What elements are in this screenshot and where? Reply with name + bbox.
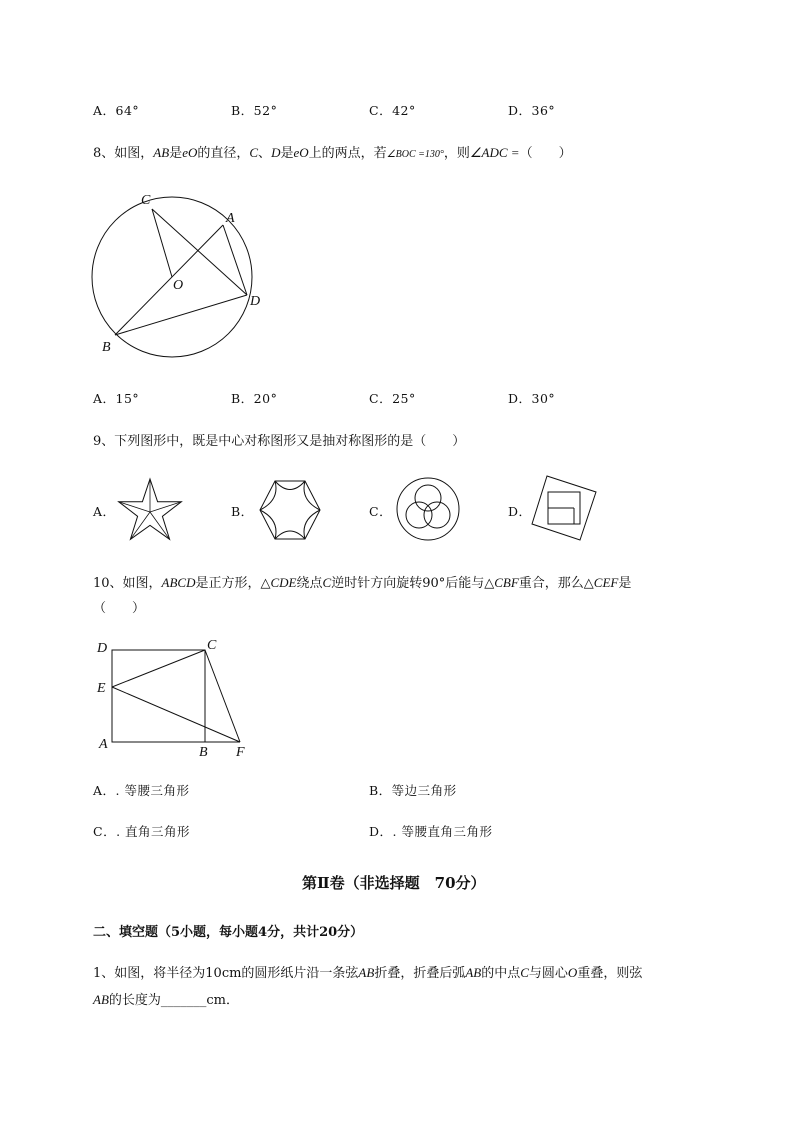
q9-option-d: D． bbox=[508, 504, 532, 519]
label-o: O bbox=[173, 278, 184, 293]
q9-option-c: C． bbox=[369, 504, 393, 519]
q8-mid1: 是 bbox=[169, 146, 183, 161]
label-d: D bbox=[97, 641, 108, 656]
q7-option-d: D．36° bbox=[508, 103, 556, 118]
q10-blank: （ ） bbox=[93, 601, 146, 616]
q8-ab: AB bbox=[153, 145, 170, 160]
label-c: C bbox=[141, 193, 151, 208]
q10-mid2: 绕点 bbox=[296, 576, 323, 591]
q8-mid2: 的直径， bbox=[197, 146, 250, 161]
fill1-prefix: 1、如图，将半径为10cm的圆形纸片沿一条弦 bbox=[93, 966, 359, 981]
q8-mid5: ，则 bbox=[443, 146, 470, 161]
q10-option-d: D．. 等腰直角三角形 bbox=[369, 824, 493, 839]
q10-option-a: A．. 等腰三角形 bbox=[93, 783, 190, 798]
q10-prefix: 10、如图， bbox=[93, 576, 162, 591]
q7-option-b: B．52° bbox=[231, 103, 278, 118]
q10-mid1: 是正方形，△ bbox=[195, 576, 271, 591]
q10-mid5: 是 bbox=[618, 576, 632, 591]
label-a: A bbox=[226, 211, 235, 226]
q10-mid4: 重合，那么△ bbox=[518, 576, 594, 591]
fill1-mid4: 重叠，则弦 bbox=[577, 966, 643, 981]
fill1-answer-blank[interactable]: _______ bbox=[160, 993, 207, 1008]
label-f: F bbox=[236, 745, 245, 760]
fill1-o: O bbox=[567, 965, 578, 980]
circles-figure bbox=[393, 474, 463, 544]
q10-mid3: 逆时针方向旋转90°后能与△ bbox=[331, 576, 495, 591]
q8-condition: ∠BOC =130° bbox=[386, 149, 444, 160]
label-b: B bbox=[199, 745, 208, 760]
segment-ef bbox=[112, 687, 240, 742]
fill1-mid2: 的中点 bbox=[481, 966, 521, 981]
q8-option-a: A．15° bbox=[93, 391, 140, 406]
hexagon-arcs-figure bbox=[255, 476, 325, 546]
q8-stem bbox=[93, 142, 572, 161]
label-d: D bbox=[250, 294, 261, 309]
q10-cde: CDE bbox=[270, 575, 297, 590]
fill1-stem-line1 bbox=[93, 962, 642, 981]
q10-cef: CEF bbox=[593, 575, 619, 590]
rotated-square-figure bbox=[530, 472, 605, 547]
q10-cbf: CBF bbox=[494, 575, 519, 590]
q7-option-a: A．64° bbox=[93, 103, 140, 118]
fill1-mid5: 的长度为 bbox=[108, 993, 161, 1008]
q10-option-b: B．等边三角形 bbox=[369, 783, 457, 798]
q8-prefix: 8、如图， bbox=[93, 146, 154, 161]
q10-option-c: C．. 直角三角形 bbox=[93, 824, 191, 839]
q9-option-b: B． bbox=[231, 504, 254, 519]
fill1-unit: cm． bbox=[206, 993, 240, 1008]
q8-sep: 、 bbox=[258, 146, 272, 161]
q10-stem bbox=[93, 572, 631, 591]
q8-d: D bbox=[271, 145, 281, 160]
section-title: 第Ⅱ卷（非选择题 70分） bbox=[302, 874, 486, 892]
q8-circle2: eO bbox=[293, 145, 309, 160]
label-b: B bbox=[102, 340, 111, 355]
fill1-ab2: AB bbox=[465, 965, 482, 980]
q10-square-figure bbox=[90, 632, 260, 762]
square-abcd bbox=[112, 650, 205, 742]
q8-c: C bbox=[249, 145, 259, 160]
fill1-c: C bbox=[520, 965, 529, 980]
label-a: A bbox=[99, 737, 108, 752]
part-heading: 二、填空题（5小题，每小题4分，共计20分） bbox=[93, 925, 364, 940]
q10-c: C bbox=[322, 575, 332, 590]
q8-target: ∠ADC = bbox=[469, 145, 520, 160]
q8-mid4: 上的两点，若 bbox=[308, 146, 387, 161]
star-figure bbox=[115, 475, 185, 545]
q8-option-d: D．30° bbox=[508, 391, 556, 406]
q10-abcd: ABCD bbox=[161, 575, 196, 590]
q8-mid3: 是 bbox=[280, 146, 294, 161]
label-c: C bbox=[207, 638, 217, 653]
q8-option-b: B．20° bbox=[231, 391, 278, 406]
q8-blank: （ ） bbox=[519, 146, 572, 161]
segment-oc bbox=[152, 209, 172, 277]
q8-circle-figure bbox=[85, 185, 285, 365]
segment-cf bbox=[205, 650, 240, 742]
fill1-mid1: 折叠，折叠后弧 bbox=[374, 966, 466, 981]
q8-circle1: eO bbox=[182, 145, 198, 160]
fill1-ab1: AB bbox=[358, 965, 375, 980]
fill1-mid3: 与圆心 bbox=[528, 966, 568, 981]
segment-ec bbox=[112, 650, 205, 687]
q9-option-a: A． bbox=[93, 504, 116, 519]
fill1-ab3: AB bbox=[93, 992, 109, 1007]
q7-option-c: C．42° bbox=[369, 103, 416, 118]
q9-stem: 9、下列图形中，既是中心对称图形又是抽对称图形的是（ ） bbox=[93, 434, 466, 449]
q8-option-c: C．25° bbox=[369, 391, 416, 406]
fill1-stem-line2 bbox=[93, 989, 239, 1008]
label-e: E bbox=[97, 681, 106, 696]
